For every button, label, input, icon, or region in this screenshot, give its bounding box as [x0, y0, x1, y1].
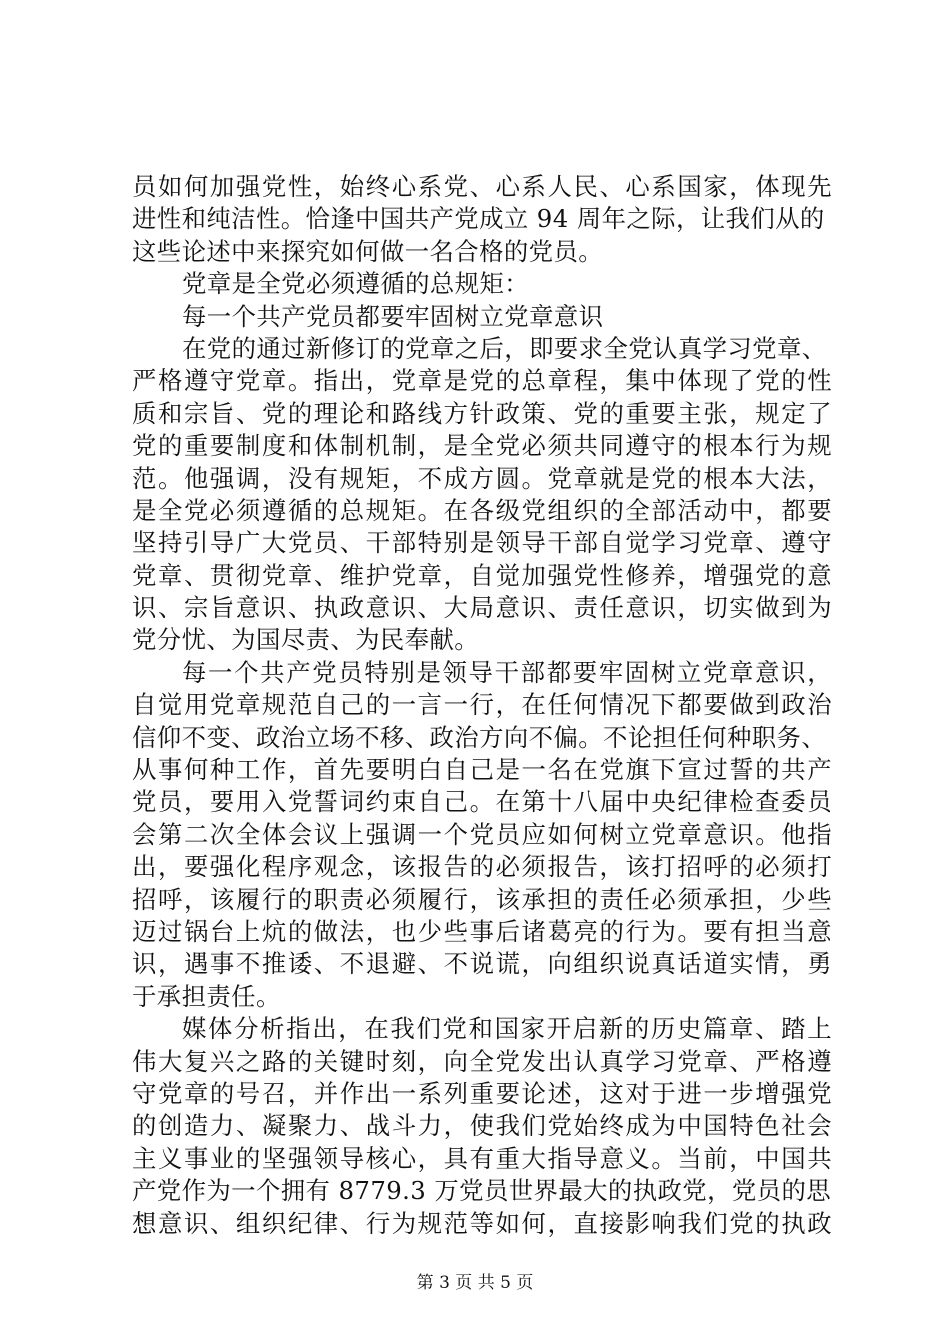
text-line: 出，要强化程序观念，该报告的必须报告，该打招呼的必须打	[132, 852, 834, 882]
text-line: 的创造力、凝聚力、战斗力，使我们党始终成为中国特色社会	[132, 1111, 834, 1141]
text-line: 党员，要用入党誓词约束自己。在第十八届中央纪律检查委员	[132, 787, 834, 817]
text-line: 坚持引导广大党员、干部特别是领导干部自觉学习党章、遵守	[132, 528, 834, 558]
page-footer: 第 3 页 共 5 页	[416, 1273, 534, 1293]
text-line: 自觉用党章规范自己的一言一行，在任何情况下都要做到政治	[132, 690, 834, 720]
text-line: 党分忧、为国尽责、为民奉献。	[132, 625, 480, 655]
text-line: 识，遇事不推诿、不退避、不说谎，向组织说真话道实情，勇	[132, 949, 834, 979]
text-line: 从事何种工作，首先要明白自己是一名在党旗下宣过誓的共产	[132, 755, 834, 785]
text-line: 质和宗旨、党的理论和路线方针政策、党的重要主张，规定了	[132, 398, 834, 428]
text-line: 党章、贯彻党章、维护党章，自觉加强党性修养，增强党的意	[132, 560, 834, 590]
text-line: 会第二次全体会议上强调一个党员应如何树立党章意识。他指	[132, 819, 834, 849]
text-line: 迈过锅台上炕的做法，也少些事后诸葛亮的行为。要有担当意	[132, 916, 834, 946]
text-line: 是全党必须遵循的总规矩。在各级党组织的全部活动中，都要	[132, 495, 834, 525]
text-line: 主义事业的坚强领导核心，具有重大指导意义。当前，中国共	[132, 1143, 834, 1173]
text-line: 招呼，该履行的职责必须履行，该承担的责任必须承担，少些	[132, 884, 834, 914]
text-line: 于承担责任。	[132, 981, 281, 1011]
document-body	[132, 171, 832, 1240]
text-line: 守党章的号召，并作出一系列重要论述，这对于进一步增强党	[132, 1078, 834, 1108]
text-line: 识、宗旨意识、执政意识、大局意识、责任意识，切实做到为	[132, 593, 834, 623]
paragraph-first-line: 党章是全党必须遵循的总规矩：	[182, 269, 530, 299]
paragraph-first-line: 每一个共产党员都要牢固树立党章意识	[182, 301, 604, 331]
text-line: 产党作为一个拥有 8779.3 万党员世界最大的执政党，党员的思	[132, 1176, 832, 1206]
text-line: 伟大复兴之路的关键时刻，向全党发出认真学习党章、严格遵	[132, 1046, 834, 1076]
paragraph-first-line: 每一个共产党员特别是领导干部都要牢固树立党章意识，	[182, 657, 834, 687]
paragraph-first-line: 媒体分析指出，在我们党和国家开启新的历史篇章、踏上	[182, 1014, 834, 1044]
text-line: 党的重要制度和体制机制，是全党必须共同遵守的根本行为规	[132, 431, 834, 461]
text-line: 这些论述中来探究如何做一名合格的党员。	[132, 236, 604, 266]
paragraph-first-line: 在党的通过新修订的党章之后，即要求全党认真学习党章、	[182, 333, 827, 363]
text-line: 范。他强调，没有规矩，不成方圆。党章就是党的根本大法，	[132, 463, 834, 493]
text-line: 进性和纯洁性。恰逢中国共产党成立 94 周年之际，让我们从的	[132, 204, 825, 234]
text-line: 员如何加强党性，始终心系党、心系人民、心系国家，体现先	[132, 172, 834, 201]
text-line: 想意识、组织纪律、行为规范等如何，直接影响我们党的执政	[132, 1208, 834, 1238]
text-line: 信仰不变、政治立场不移、政治方向不偏。不论担任何种职务、	[132, 722, 827, 752]
text-line: 严格遵守党章。指出，党章是党的总章程，集中体现了党的性	[132, 366, 834, 396]
